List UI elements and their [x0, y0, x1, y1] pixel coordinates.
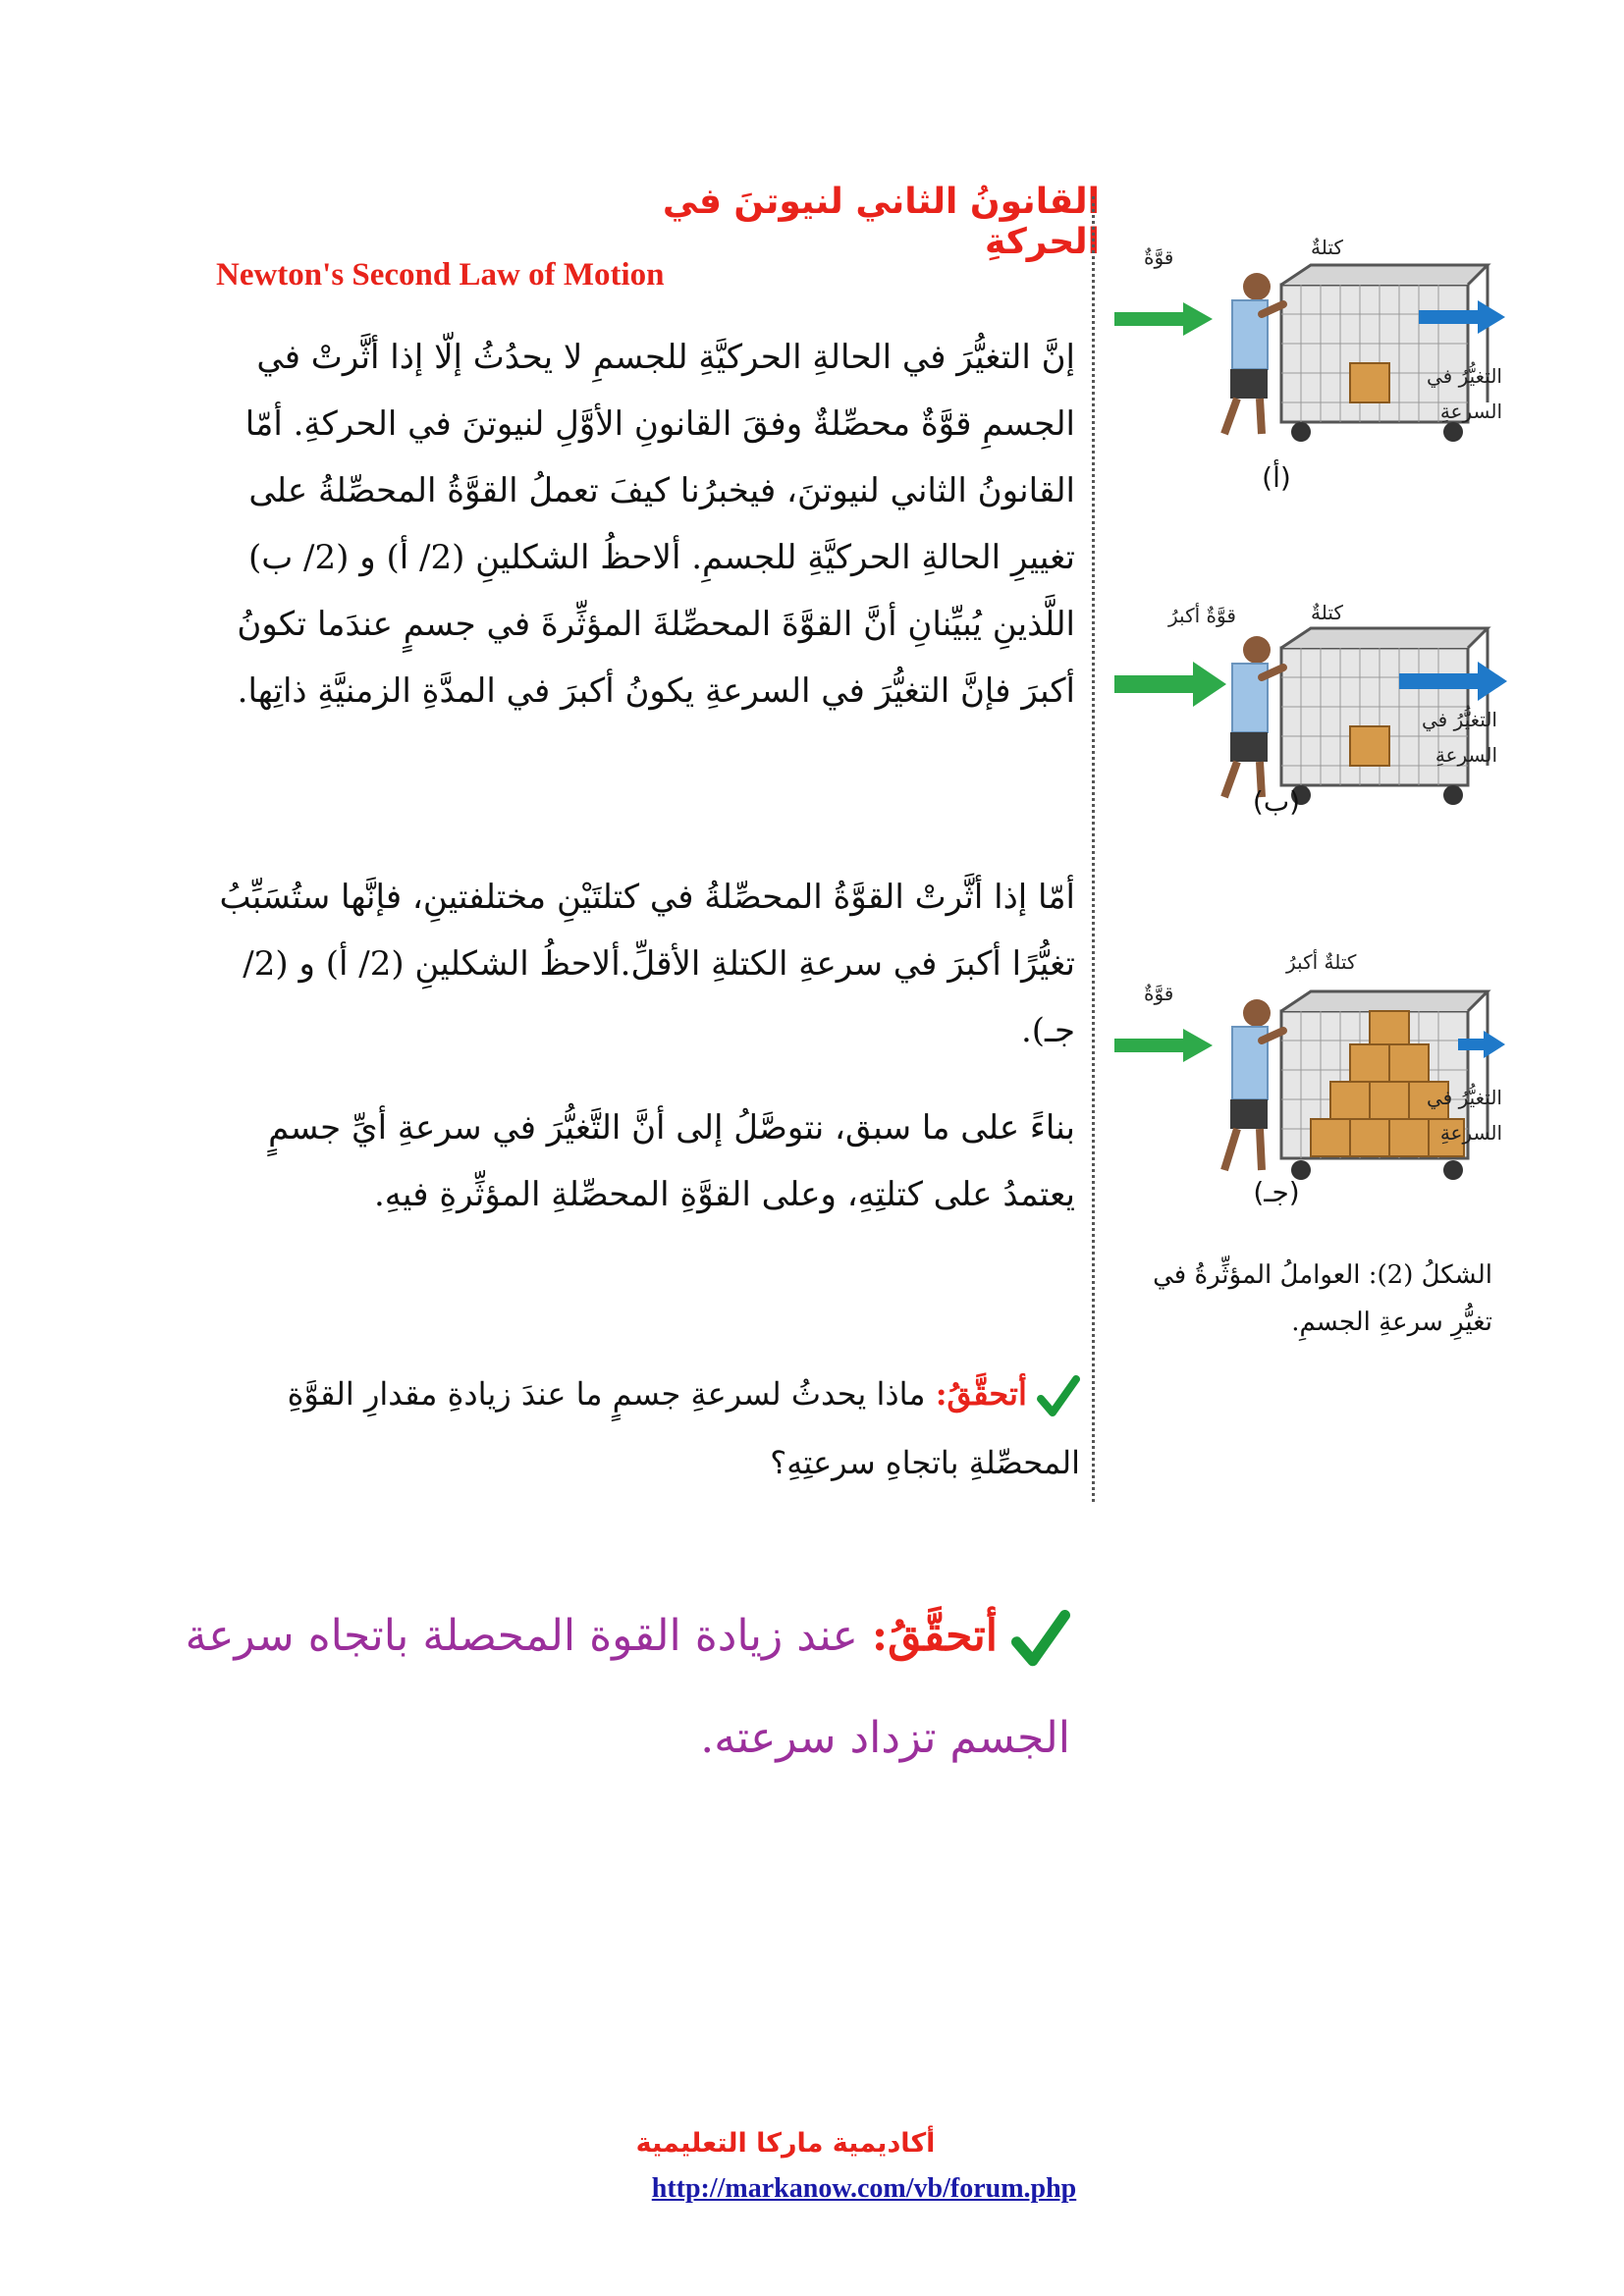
check-question — [196, 1360, 1080, 1497]
answer-text: عند زيادة القوة المحصلة باتجاه سرعة الجسم تزداد سرعته. — [185, 1611, 1070, 1763]
check-label: أتحقَّقُ: — [935, 1375, 1027, 1413]
figure-c-change-label: التغيُّرُ في السرعةِ — [1427, 1086, 1502, 1145]
checkmark-icon — [1011, 1610, 1070, 1669]
answer-label: أتحقَّقُ: — [871, 1611, 998, 1661]
answer-block — [137, 1585, 1070, 1789]
figure-b-label: (ب) — [1252, 785, 1301, 818]
figure-c-label: (جـ) — [1253, 1176, 1300, 1208]
figure-a-mass-label: كتلةٌ — [1311, 236, 1343, 259]
figure-c-mass-label: كتلةٌ أكبرُ — [1286, 950, 1357, 974]
paragraph-1: إنَّ التغيُّرَ في الحالةِ الحركيَّةِ للجسمِ لا يحدُثُ إلّا إذا أثَّرتْ في الجسمِ قوَّةٌ محصِّلةٌ وفقَ القانونِ الأوَّلِ لنيوتنَ في الحركةِ. أمّا القانونُ الثاني لنيوتنَ، فيخبرُنا كيفَ تعملُ القوَّةُ المحصِّلةُ على تغييرِ الحالةِ الحركيَّةِ للجسمِ. ألاحظُ الشكلينِ (2/ أ) و (2/ ب) اللَّذينِ يُبيِّنانِ أنَّ القوَّةَ المحصِّلةَ المؤثِّرةَ في جسمٍ عندَما تكونُ أكبرَ فإنَّ التغيُّرَ في السرعةِ يكونُ أكبرَ في المدَّةِ الزمنيَّةِ ذاتِها. — [237, 338, 1075, 711]
paragraph-3: بناءً على ما سبق، نتوصَّلُ إلى أنَّ التَّغيُّرَ في سرعةِ أيِّ جسمٍ يعتمدُ على كتلتِهِ، وعلى القوَّةِ المحصِّلةِ المؤثِّرةِ فيهِ. — [268, 1108, 1075, 1214]
box — [1350, 363, 1389, 402]
page-title: القانونُ الثاني لنيوتنَ في الحركةِ — [662, 182, 1100, 262]
figure-b-mass-label: كتلةٌ — [1311, 601, 1343, 624]
person — [1224, 636, 1283, 797]
checkmark-icon — [1037, 1375, 1080, 1418]
figure-a-force-label: قوَّةٌ — [1144, 245, 1174, 269]
figure-a-label: (أ) — [1262, 461, 1291, 494]
check-question-text: ماذا يحدثُ لسرعةِ جسمٍ ما عندَ زيادةِ مقدارِ القوَّةِ المحصِّلةِ باتجاهِ سرعتِهِ؟ — [287, 1375, 1080, 1481]
figure-a-change-label: التغيُّرُ في السرعةِ — [1427, 364, 1502, 423]
force-arrow — [1114, 302, 1213, 336]
column-divider — [1092, 196, 1095, 1502]
paragraph-2: أمّا إذا أثَّرتْ القوَّةُ المحصِّلةُ في كتلتَيْنِ مختلفتينِ، فإنَّها ستُسَبِّبُ تغيُّرًا أكبرَ في سرعةِ الكتلةِ الأقلِّ.ألاحظُ الشكلينِ (2/ أ) و (2/ جـ). — [219, 878, 1075, 1050]
force-arrow — [1114, 1029, 1213, 1062]
figure-c-force-label: قوَّةٌ — [1144, 982, 1174, 1005]
figure-b-force-label: قوَّةٌ أكبرُ — [1168, 604, 1236, 627]
force-arrow — [1114, 662, 1226, 707]
person — [1224, 273, 1283, 434]
figure-caption: الشكلُ (2): العواملُ المؤثِّرةُ في تغيُّرِ سرعةِ الجسمِ. — [1153, 1260, 1492, 1337]
figure-c-illustration — [1114, 942, 1507, 1198]
footer-organization: أكاديمية ماركا التعليمية — [635, 2128, 936, 2159]
figure-b-change-label: التغيُّرُ في السرعةِ — [1422, 708, 1497, 767]
page-subtitle-english: Newton's Second Law of Motion — [216, 257, 665, 293]
box — [1350, 726, 1389, 766]
person — [1224, 999, 1283, 1170]
footer-link[interactable]: http://markanow.com/vb/forum.php — [651, 2173, 1077, 2204]
